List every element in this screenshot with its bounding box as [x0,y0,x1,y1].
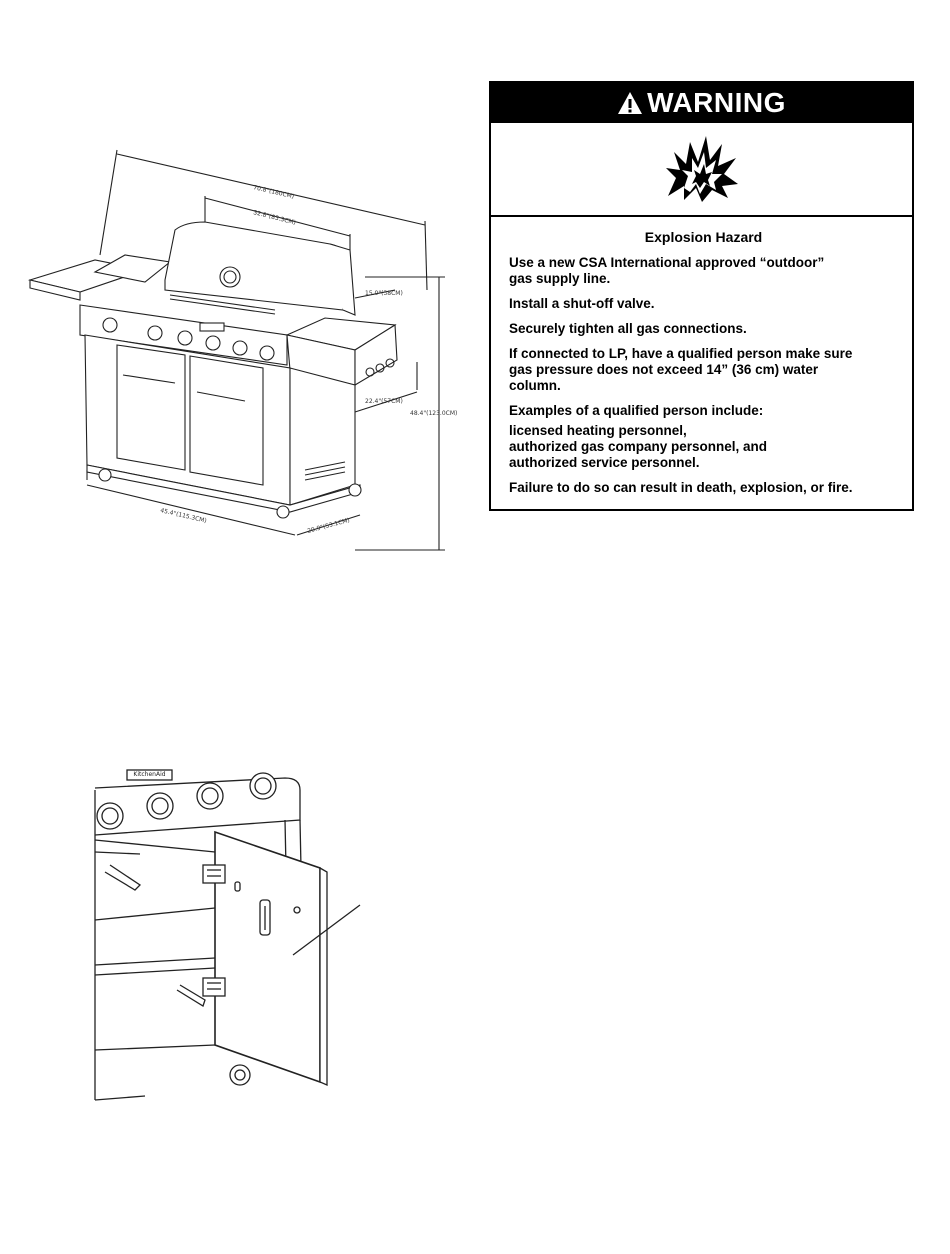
warning-line-shutoff-valve: Install a shut-off valve. [509,296,655,311]
warning-line-tighten: Securely tighten all gas connections. [509,321,747,336]
warning-title: WARNING [647,87,786,118]
dim-hood-depth: 15.0"(38CM) [365,290,403,297]
warning-line-qualified-intro: Examples of a qualified person include: [509,403,764,418]
brand-badge-label: KitchenAid [133,771,166,778]
door-installation-diagram [85,760,385,1105]
warning-line-lp-pressure: If connected to LP, have a qualified person make sure gas pressure does not exceed 14” (36 cm) water column. [509,346,853,393]
dim-hood-width: 32.8"(83.3CM) [252,209,297,227]
dim-side-depth: 22.4"(57CM) [365,398,403,405]
warning-body [509,229,898,505]
warning-symbol-area [491,123,912,217]
dim-height: 48.4"(123.0CM) [410,410,458,417]
warning-box [489,81,914,511]
door-drawing [85,760,385,1105]
warning-line-gas-supply: Use a new CSA International approved “outdoor” gas supply line. [509,255,825,286]
hazard-name: Explosion Hazard [644,229,763,245]
explosion-icon [662,134,742,204]
warning-header [491,83,912,123]
warning-line-consequence: Failure to do so can result in death, explosion, or fire. [509,480,853,495]
dim-overall-width: 70.8"(180CM) [252,184,295,201]
warning-triangle-icon [617,91,643,115]
grill-dimension-diagram [25,140,475,560]
dim-cart-width: 45.4"(115.3CM) [159,507,208,525]
dim-cart-depth: 20.9"(53.1CM) [306,516,351,535]
warning-line-qualified-list: licensed heating personnel, authorized gas company personnel, and authorized service personnel. [509,423,768,470]
grill-drawing [25,140,475,560]
